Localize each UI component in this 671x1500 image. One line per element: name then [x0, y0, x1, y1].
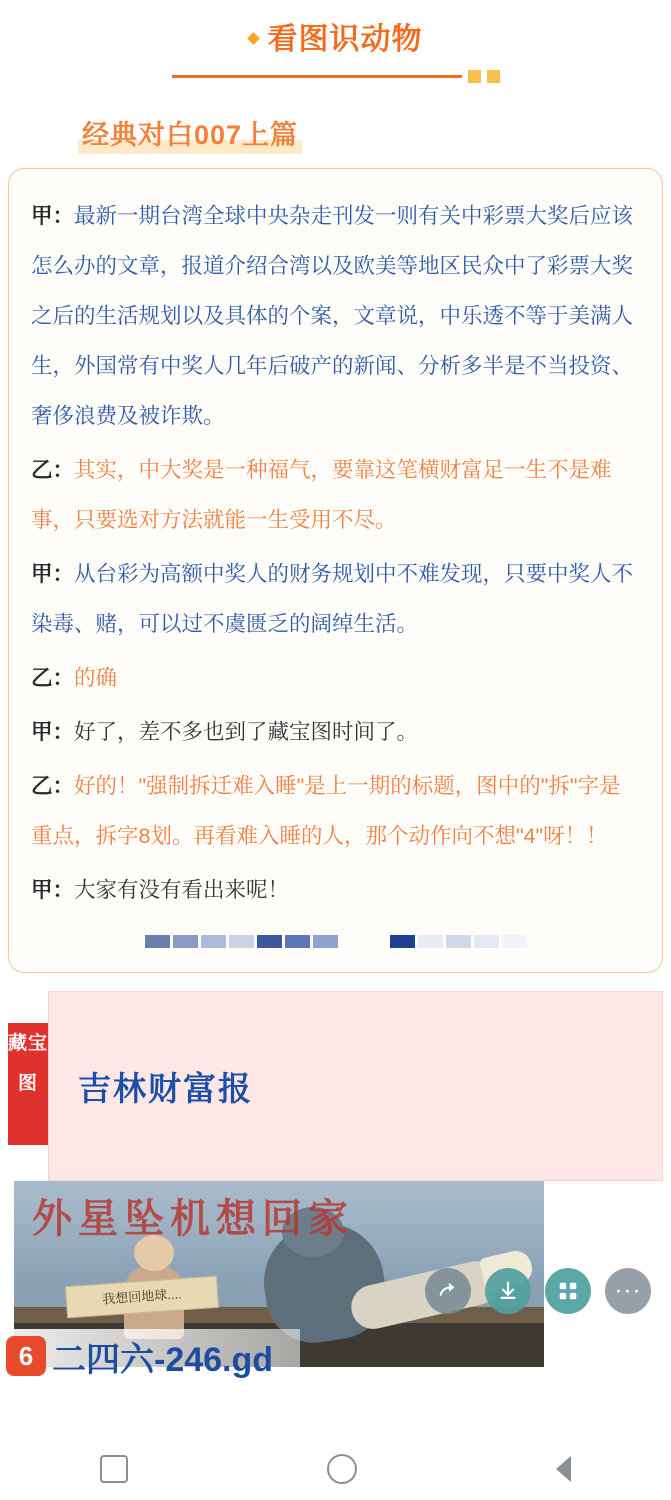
divider-square-1 [468, 70, 481, 83]
block [474, 935, 499, 948]
dialog-line [31, 761, 640, 861]
page-title: 看图识动物 [267, 23, 423, 56]
treasure-section [0, 991, 671, 1391]
divider-square-2 [487, 70, 500, 83]
speaker-label: 乙： [31, 666, 75, 690]
block [285, 935, 310, 948]
block-gap [341, 935, 387, 948]
dialog-line [31, 445, 640, 545]
more-icon: ··· [614, 1277, 642, 1304]
block [201, 935, 226, 948]
block [145, 935, 170, 948]
section-label-row [78, 113, 671, 154]
dialog-line [31, 191, 640, 441]
page-title-wrap [249, 14, 423, 58]
speaker-label: 乙： [31, 774, 75, 798]
back-button[interactable] [556, 1456, 571, 1482]
download-icon [497, 1280, 519, 1302]
dialog-card [8, 168, 663, 973]
diamond-icon [247, 32, 260, 45]
image-speech-note: 我想回地球.... [65, 1276, 219, 1319]
dialog-text: 好了，差不多也到了藏宝图时间了。 [74, 720, 419, 744]
block [502, 935, 527, 948]
dialog-line [31, 865, 640, 915]
watermark [0, 1329, 300, 1383]
paper-title: 吉林财富报 [78, 1070, 253, 1107]
grid-icon [557, 1280, 579, 1302]
dialog-text: 最新一期台湾全球中央杂走刊发一则有关中彩票大奖后应该怎么办的文章，报道介绍合湾以及欧美等地区民众中了彩票大奖之后的生活规划以及具体的个案，文章说，中乐透不等于美满人生，外国常有中奖人几年后破产的新闻、分析多半是不当投资、奢侈浪费及被诈欺。 [31, 204, 634, 428]
share-icon [437, 1280, 459, 1302]
more-button[interactable] [605, 1268, 651, 1314]
speaker-label: 甲： [31, 878, 75, 902]
dialog-text: 其实，中大奖是一种福气，要靠这笔横财富足一生不是难事，只要选对方法就能一生受用不尽。 [31, 458, 612, 532]
dialog-text: 的确 [74, 666, 118, 690]
dialog-line [31, 549, 640, 649]
dialog-line [31, 653, 640, 703]
block [446, 935, 471, 948]
divider-line [172, 75, 462, 78]
dialog-text: 从台彩为高额中奖人的财务规划中不难发现，只要中奖人不染毒、赌，可以过不虞匮乏的阔绰生活。 [31, 562, 634, 636]
dialog-text: 大家有没有看出来呢！ [74, 878, 290, 902]
title-divider [0, 70, 671, 83]
block [173, 935, 198, 948]
watermark-text: 二四六-246.gd [52, 1340, 274, 1379]
home-button[interactable] [327, 1454, 357, 1484]
speaker-label: 甲： [31, 204, 75, 228]
block [257, 935, 282, 948]
download-button[interactable] [485, 1268, 531, 1314]
floating-action-row [425, 1268, 651, 1314]
block-strip [31, 935, 640, 948]
speaker-label: 甲： [31, 720, 75, 744]
section-label: 经典对白007上篇 [78, 113, 302, 154]
grid-button[interactable] [545, 1268, 591, 1314]
page-header [0, 0, 671, 83]
block [418, 935, 443, 948]
image-caption: 外星坠机想回家 [32, 1197, 354, 1241]
block [313, 935, 338, 948]
dialog-text: 好的！"强制拆迁难入睡"是上一期的标题，图中的"拆"字是重点，拆字8划。再看难入睡的人，那个动作向不想"4"呀！！ [31, 774, 621, 848]
dialog-line [31, 707, 640, 757]
speaker-label: 甲： [31, 562, 75, 586]
watermark-logo: 6 [6, 1336, 46, 1376]
block [229, 935, 254, 948]
android-navbar [0, 1438, 671, 1500]
speaker-label: 乙： [31, 458, 75, 482]
recents-button[interactable] [100, 1455, 128, 1483]
treasure-tag: 藏宝图 [8, 1023, 48, 1145]
block [390, 935, 415, 948]
share-button[interactable] [425, 1268, 471, 1314]
